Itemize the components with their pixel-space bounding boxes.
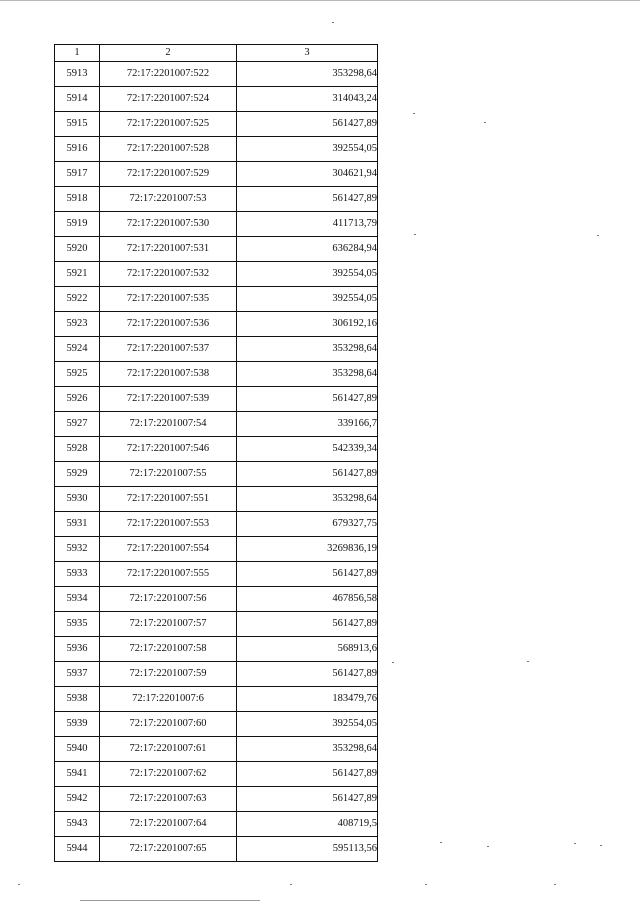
row-number: 5924 <box>55 337 100 362</box>
cadastral-number: 72:17:2201007:532 <box>100 262 237 287</box>
table-row <box>55 112 378 137</box>
row-number: 5935 <box>55 612 100 637</box>
cadastral-number: 72:17:2201007:539 <box>100 387 237 412</box>
cadastral-value: 679327,75 <box>237 512 378 537</box>
cadastral-value: 392554,05 <box>237 712 378 737</box>
cadastral-number: 72:17:2201007:60 <box>100 712 237 737</box>
cadastral-value: 353298,64 <box>237 737 378 762</box>
row-number: 5932 <box>55 537 100 562</box>
scan-speck <box>597 235 599 236</box>
cadastral-number: 72:17:2201007:530 <box>100 212 237 237</box>
scan-speck <box>18 884 20 885</box>
table-row <box>55 337 378 362</box>
table-row <box>55 662 378 687</box>
cadastral-number: 72:17:2201007:54 <box>100 412 237 437</box>
cadastral-value: 568913,6 <box>237 637 378 662</box>
scan-speck <box>600 845 602 846</box>
row-number: 5941 <box>55 762 100 787</box>
table-row <box>55 837 378 862</box>
row-number: 5919 <box>55 212 100 237</box>
table-row <box>55 287 378 312</box>
cadastral-number: 72:17:2201007:59 <box>100 662 237 687</box>
row-number: 5927 <box>55 412 100 437</box>
table-row <box>55 787 378 812</box>
scan-speck <box>425 884 427 885</box>
cadastral-number: 72:17:2201007:58 <box>100 637 237 662</box>
table-row <box>55 537 378 562</box>
scan-speck <box>574 843 576 844</box>
row-number: 5931 <box>55 512 100 537</box>
cadastral-value: 408719,5 <box>237 812 378 837</box>
table-row <box>55 362 378 387</box>
cadastral-value-table <box>54 44 378 862</box>
cadastral-number: 72:17:2201007:62 <box>100 762 237 787</box>
table-row <box>55 637 378 662</box>
row-number: 5916 <box>55 137 100 162</box>
cadastral-value: 314043,24 <box>237 87 378 112</box>
row-number: 5940 <box>55 737 100 762</box>
cadastral-value: 561427,89 <box>237 562 378 587</box>
table-row <box>55 412 378 437</box>
table-row <box>55 237 378 262</box>
cadastral-value: 542339,34 <box>237 437 378 462</box>
cadastral-number: 72:17:2201007:555 <box>100 562 237 587</box>
cadastral-number: 72:17:2201007:56 <box>100 587 237 612</box>
cadastral-number: 72:17:2201007:528 <box>100 137 237 162</box>
cadastral-number: 72:17:2201007:524 <box>100 87 237 112</box>
table-body <box>55 62 378 862</box>
cadastral-number: 72:17:2201007:529 <box>100 162 237 187</box>
table-row <box>55 262 378 287</box>
table-row <box>55 137 378 162</box>
cadastral-value: 339166,7 <box>237 412 378 437</box>
cadastral-value: 561427,89 <box>237 112 378 137</box>
table-row <box>55 312 378 337</box>
row-number: 5939 <box>55 712 100 737</box>
scan-speck <box>554 884 556 885</box>
cadastral-value: 636284,94 <box>237 237 378 262</box>
cadastral-value: 561427,89 <box>237 462 378 487</box>
scan-speck <box>290 884 292 885</box>
row-number: 5926 <box>55 387 100 412</box>
cadastral-number: 72:17:2201007:554 <box>100 537 237 562</box>
table-row <box>55 162 378 187</box>
row-number: 5921 <box>55 262 100 287</box>
scan-speck <box>487 846 489 847</box>
cadastral-number: 72:17:2201007:546 <box>100 437 237 462</box>
scan-speck <box>413 113 415 114</box>
row-number: 5944 <box>55 837 100 862</box>
cadastral-number: 72:17:2201007:551 <box>100 487 237 512</box>
cadastral-value: 561427,89 <box>237 762 378 787</box>
table-row <box>55 612 378 637</box>
row-number: 5914 <box>55 87 100 112</box>
header-col-1: 1 <box>55 45 100 62</box>
row-number: 5936 <box>55 637 100 662</box>
table-row <box>55 212 378 237</box>
table-row <box>55 712 378 737</box>
row-number: 5918 <box>55 187 100 212</box>
scan-speck <box>484 122 486 123</box>
row-number: 5934 <box>55 587 100 612</box>
cadastral-number: 72:17:2201007:535 <box>100 287 237 312</box>
row-number: 5915 <box>55 112 100 137</box>
cadastral-value: 353298,64 <box>237 337 378 362</box>
row-number: 5930 <box>55 487 100 512</box>
row-number: 5913 <box>55 62 100 87</box>
cadastral-value: 411713,79 <box>237 212 378 237</box>
cadastral-number: 72:17:2201007:53 <box>100 187 237 212</box>
table-row <box>55 812 378 837</box>
cadastral-value: 353298,64 <box>237 487 378 512</box>
cadastral-value: 561427,89 <box>237 387 378 412</box>
table-row <box>55 437 378 462</box>
cadastral-value: 561427,89 <box>237 662 378 687</box>
row-number: 5929 <box>55 462 100 487</box>
cadastral-value: 183479,76 <box>237 687 378 712</box>
header-row <box>55 45 378 62</box>
table-row <box>55 562 378 587</box>
row-number: 5943 <box>55 812 100 837</box>
row-number: 5933 <box>55 562 100 587</box>
row-number: 5938 <box>55 687 100 712</box>
cadastral-number: 72:17:2201007:61 <box>100 737 237 762</box>
cadastral-number: 72:17:2201007:536 <box>100 312 237 337</box>
cadastral-value: 392554,05 <box>237 287 378 312</box>
cadastral-number: 72:17:2201007:57 <box>100 612 237 637</box>
scan-edge-line <box>0 0 640 1</box>
cadastral-value: 392554,05 <box>237 137 378 162</box>
table-row <box>55 387 378 412</box>
row-number: 5920 <box>55 237 100 262</box>
row-number: 5925 <box>55 362 100 387</box>
cadastral-number: 72:17:2201007:65 <box>100 837 237 862</box>
scan-speck <box>440 842 442 843</box>
cadastral-value: 306192,16 <box>237 312 378 337</box>
scan-speck <box>332 22 334 23</box>
cadastral-number: 72:17:2201007:553 <box>100 512 237 537</box>
cadastral-value: 595113,56 <box>237 837 378 862</box>
row-number: 5922 <box>55 287 100 312</box>
table-row <box>55 62 378 87</box>
table-row <box>55 687 378 712</box>
cadastral-number: 72:17:2201007:538 <box>100 362 237 387</box>
table-row <box>55 87 378 112</box>
scan-speck <box>527 661 529 662</box>
cadastral-number: 72:17:2201007:531 <box>100 237 237 262</box>
cadastral-value: 392554,05 <box>237 262 378 287</box>
scan-speck <box>414 234 416 235</box>
cadastral-number: 72:17:2201007:63 <box>100 787 237 812</box>
table-row <box>55 187 378 212</box>
cadastral-number: 72:17:2201007:55 <box>100 462 237 487</box>
cadastral-value: 3269836,19 <box>237 537 378 562</box>
table-row <box>55 512 378 537</box>
table-row <box>55 737 378 762</box>
cadastral-number: 72:17:2201007:525 <box>100 112 237 137</box>
header-col-2: 2 <box>100 45 237 62</box>
table-row <box>55 762 378 787</box>
cadastral-number: 72:17:2201007:537 <box>100 337 237 362</box>
cadastral-value: 304621,94 <box>237 162 378 187</box>
row-number: 5917 <box>55 162 100 187</box>
cadastral-value: 467856,58 <box>237 587 378 612</box>
table-row <box>55 487 378 512</box>
scan-footer-line <box>80 900 260 901</box>
row-number: 5923 <box>55 312 100 337</box>
cadastral-value: 353298,64 <box>237 362 378 387</box>
table-row <box>55 462 378 487</box>
cadastral-number: 72:17:2201007:64 <box>100 812 237 837</box>
row-number: 5928 <box>55 437 100 462</box>
cadastral-number: 72:17:2201007:6 <box>100 687 237 712</box>
header-col-3: 3 <box>237 45 378 62</box>
cadastral-value: 561427,89 <box>237 187 378 212</box>
row-number: 5942 <box>55 787 100 812</box>
cadastral-number: 72:17:2201007:522 <box>100 62 237 87</box>
row-number: 5937 <box>55 662 100 687</box>
cadastral-value: 561427,89 <box>237 612 378 637</box>
cadastral-value: 561427,89 <box>237 787 378 812</box>
scan-speck <box>392 662 394 663</box>
table-row <box>55 587 378 612</box>
cadastral-value: 353298,64 <box>237 62 378 87</box>
